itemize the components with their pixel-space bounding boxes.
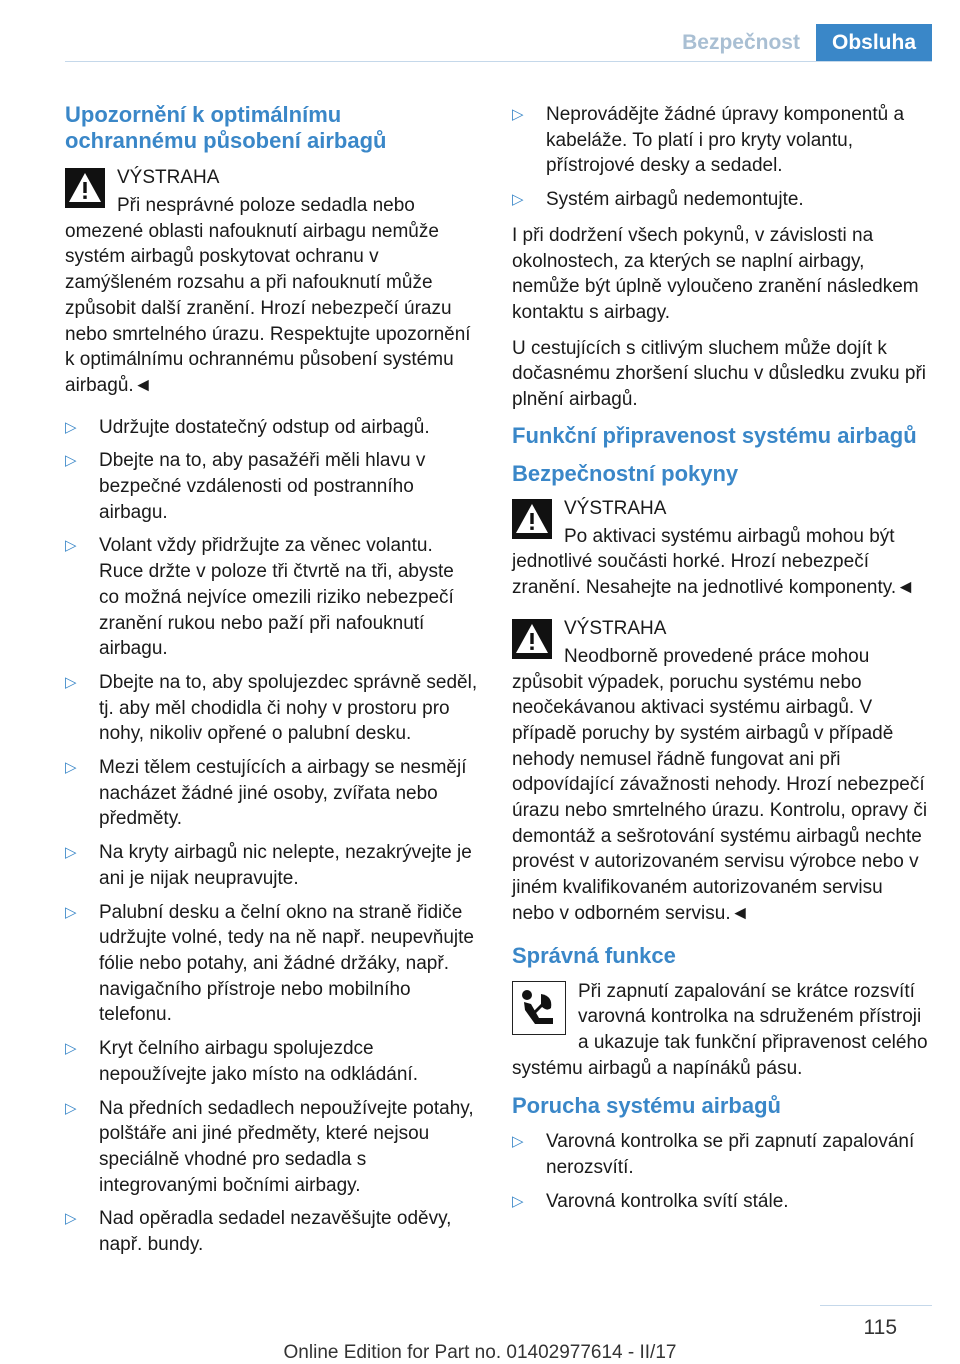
list-item (512, 102, 930, 179)
warning-title: VÝSTRAHA (564, 617, 667, 639)
list-item-text: Mezi tělem cestujících a airbagy se nesmějí nacházet žádné jiné osoby, zvířata nebo předměty. (99, 757, 467, 830)
warning-triangle-icon (512, 619, 552, 659)
list-item-text: Kryt čelního airbagu spolujezdce nepoužívejte jako místo na odkládání. (99, 1038, 418, 1085)
warning-title: VÝSTRAHA (117, 167, 220, 188)
bullet-triangle-icon: ▷ (512, 1133, 524, 1151)
bullet-triangle-icon: ▷ (65, 1099, 77, 1117)
bullet-triangle-icon: ▷ (65, 1040, 77, 1058)
section-heading-readiness: Funkční připravenost systému airbagů (512, 422, 917, 448)
bullet-triangle-icon: ▷ (65, 537, 77, 555)
edition-footer: Online Edition for Part no. 01402977614 - II/17 (283, 1342, 677, 1363)
tab-operation[interactable]: Obsluha (816, 24, 932, 62)
tab-safety[interactable]: Bezpečnost (682, 31, 800, 54)
subheading-safety-notes: Bezpečnostní pokyny (512, 460, 739, 486)
list-item (65, 755, 479, 832)
bullet-triangle-icon: ▷ (65, 1210, 77, 1228)
list-item (65, 670, 479, 747)
list-item-text: Na předních sedadlech nepoužívejte potahy, polštáře ani jiné předměty, které nejsou speciálně vhodné pro sedadla s integrovanými bočními airbagy. (99, 1097, 474, 1196)
airbag-warning-light-icon (512, 981, 566, 1035)
bullet-triangle-icon: ▷ (65, 418, 77, 436)
left-column (65, 102, 479, 1268)
page-number: 115 (863, 1316, 897, 1339)
list-item (65, 900, 479, 1029)
bullet-triangle-icon: ▷ (512, 191, 524, 209)
instruction-list-continued (512, 102, 930, 213)
warning-triangle-icon (512, 499, 552, 539)
bullet-triangle-icon: ▷ (65, 844, 77, 862)
header-divider (65, 61, 932, 62)
list-item (65, 533, 479, 662)
list-item (65, 1096, 479, 1199)
list-item-text: Dbejte na to, aby pasažéři měli hlavu v bezpečné vzdálenosti od postranního airbagu. (99, 450, 426, 523)
warning-text: Po aktivaci systému airbagů mohou být jednotlivé součásti horké. Hrozí nebezpečí zranění. Nesahejte na jednotlivé komponenty.◄ (512, 525, 915, 599)
list-item (512, 1129, 930, 1180)
list-item-text: Palubní desku a čelní okno na straně řidiče udržujte volné, tedy na ně např. neupevňujte fólie nebo potahy, ani žádné držáky, např. navigačního přístroje nebo mobilního telefonu. (99, 901, 474, 1026)
function-block (512, 979, 930, 1082)
instruction-list (65, 415, 479, 1258)
bullet-triangle-icon: ▷ (65, 452, 77, 470)
list-item (65, 840, 479, 891)
paragraph-hearing: U cestujících s citlivým sluchem může dojít k dočasnému zhoršení sluchu v důsledku zvuku při plnění airbagů. (512, 337, 927, 411)
header-tabs (666, 24, 932, 62)
list-item-text: Nad opěradla sedadel nezavěšujte oděvy, např. bundy. (99, 1208, 452, 1256)
list-item-text: Volant vždy přidržujte za věnec volantu. Ruce držte v poloze tři čtvrtě na tři, abyste co možná nejvíce omezili riziko nebezpečí zranění rukou nebo paží při nafouknutí airbagu. (99, 535, 454, 660)
bullet-triangle-icon: ▷ (512, 1192, 524, 1210)
bullet-triangle-icon: ▷ (65, 673, 77, 691)
subheading-correct-function: Správná funkce (512, 942, 676, 968)
list-item-text: Neprovádějte žádné úpravy komponentů a kabeláže. To platí i pro kryty volantu, přístrojové desky a sedadel. (546, 104, 905, 177)
warning-block (65, 166, 479, 399)
list-item-text: Dbejte na to, aby spolujezdec správně seděl, tj. aby měl chodidla či nohy v prostoru pro nohy, nikoliv opřené o palubní desku. (99, 671, 478, 745)
list-item (65, 448, 479, 525)
function-text: Při zapnutí zapalování se krátce rozsvítí varovná kontrolka na sdruženém přístroji a ukazuje tak funkční připravenost celého systému airbagů a napínáků pásu. (512, 980, 928, 1079)
right-column (512, 102, 930, 1225)
section-heading-airbag-protection: Upozornění k optimálnímu ochrannému působení airbagů (65, 102, 387, 153)
list-item-text: Systém airbagů nedemontujte. (546, 189, 804, 211)
list-item-text: Udržujte dostatečný odstup od airbagů. (99, 416, 430, 438)
list-item-text: Varovná kontrolka svítí stále. (546, 1190, 789, 1212)
subheading-system-failure: Porucha systému airbagů (512, 1093, 781, 1119)
list-item-text: Varovná kontrolka se při zapnutí zapalování nerozsvítí. (546, 1131, 915, 1179)
list-item (65, 415, 479, 441)
failure-list (512, 1129, 930, 1214)
list-item (65, 1206, 479, 1257)
bullet-triangle-icon: ▷ (65, 903, 77, 921)
list-item (512, 187, 930, 213)
warning-text: Neodborně provedené práce mohou způsobit výpadek, poruchu systému nebo neočekávanou aktivaci systému airbagů. V případě poruchy by systém airbagů v případě nehody nemusel řádně fungovat ani při odpovídající závažnosti nehody. Hrozí nebezpečí úrazu nebo smrtelného úrazu. Kontrolu, opravy či demontáž a sešrotování systému airbagů nechte provést v autorizovaném servisu výrobce nebo v jiném kvalifikovaném autorizovaném servisu nebo v odborném servisu.◄ (512, 645, 928, 924)
footer-divider (820, 1305, 932, 1306)
bullet-triangle-icon: ▷ (512, 106, 524, 123)
warning-triangle-icon (65, 168, 105, 208)
warning-title: VÝSTRAHA (564, 497, 667, 519)
list-item (65, 1036, 479, 1087)
paragraph-injury-risk: I při dodržení všech pokynů, v závislosti na okolnostech, za kterých se naplní airbagy, nemůže být úplně vyloučeno zranění následkem kontaktu s airbagy. (512, 224, 919, 323)
warning-block (512, 497, 930, 601)
warning-text: Při nesprávné poloze sedadla nebo omezené oblasti nafouknutí airbagu nemůže systém airbagů poskytovat ochranu v zamýšleném rozsahu a při nafouknutí může způsobit další zranění. Hrozí nebezpečí úrazu nebo smrtelného úrazu. Respektujte upozornění k optimálnímu ochrannému působení systému airbagů.◄ (65, 195, 471, 396)
warning-block (512, 617, 930, 927)
list-item (512, 1189, 930, 1215)
list-item-text: Na kryty airbagů nic nelepte, nezakrývejte je ani je nijak neupravujte. (99, 842, 472, 889)
bullet-triangle-icon: ▷ (65, 759, 77, 777)
